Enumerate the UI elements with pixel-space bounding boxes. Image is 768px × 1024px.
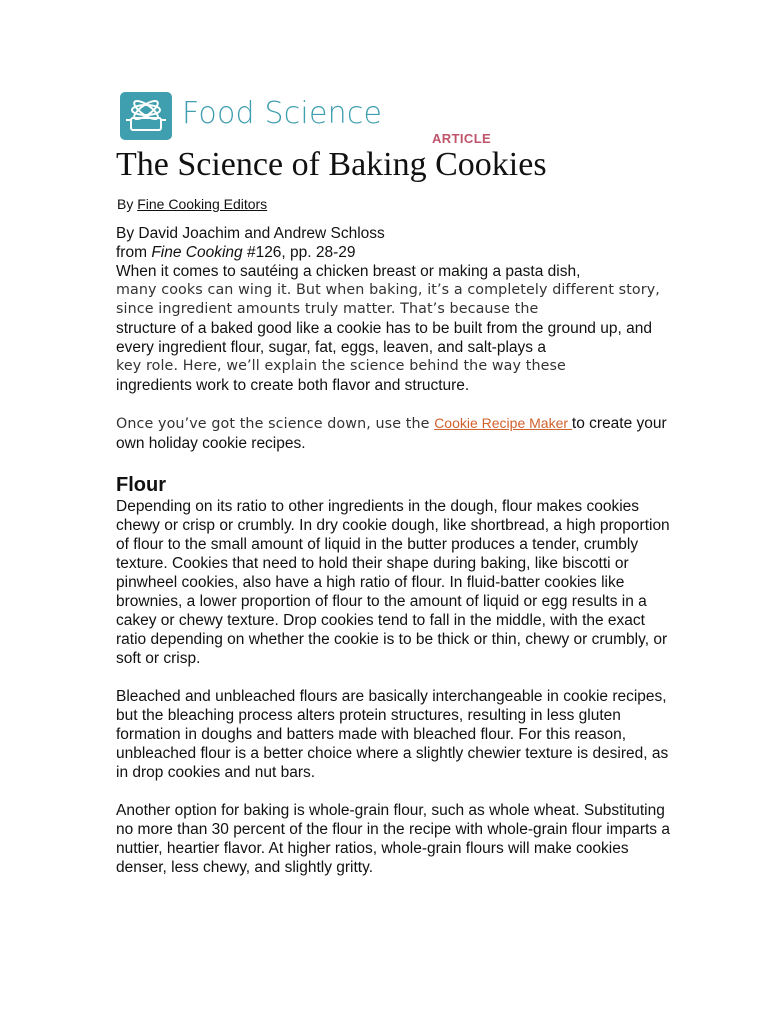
intro-line-5: ingredients work to create both flavor and structure.: [116, 377, 470, 394]
spacer: [116, 782, 676, 801]
cookie-recipe-maker-link[interactable]: Cookie Recipe Maker: [434, 415, 572, 431]
intro-line-2: many cooks can wing it. But when baking, it’s a completely different story, since ingredient amounts truly matter. That’s because the: [116, 282, 660, 317]
section-heading-flour: Flour: [116, 474, 166, 496]
category-label: ARTICLE: [432, 131, 492, 146]
page-title: The Science of Baking Cookies: [116, 146, 547, 183]
spacer: [116, 668, 676, 687]
logo-text: Food Science: [182, 95, 383, 131]
food-science-logo[interactable]: [120, 92, 382, 140]
intro-line-3: structure of a baked good like a cookie has to be built from the ground up, and every ingredient flour, sugar, fat, eggs, leaven, and salt-plays a: [116, 320, 652, 356]
source-line: [116, 243, 676, 262]
byline: [117, 196, 267, 212]
spacer: [116, 395, 676, 414]
authors: By David Joachim and Andrew Schloss: [116, 225, 385, 242]
intro-line-1: When it comes to sautéing a chicken breast or making a pasta dish,: [116, 263, 581, 280]
byline-prefix: By: [117, 196, 134, 212]
cta-paragraph: [116, 414, 676, 453]
source-prefix: from: [116, 244, 152, 261]
flour-paragraph-3: Another option for baking is whole-grain flour, such as whole wheat. Substituting no more than 30 percent of the flour in the recipe with whole-grain flour imparts a nuttier, heartier flavor. At higher ratios, whole-grain flours will make cookies denser, less chewy, and slightly gritty.: [116, 802, 670, 876]
intro-line-4: key role. Here, we’ll explain the science behind the way these: [116, 358, 566, 374]
cta-prefix: Once you’ve got the science down, use the: [116, 416, 435, 432]
spacer: [116, 453, 676, 471]
flour-paragraph-2: Bleached and unbleached flours are basically interchangeable in cookie recipes, but the bleaching process alters protein structures, resulting in less gluten formation in doughs and batters made with bleached flour. For this reason, unbleached flour is a better choice where a slightly chewier texture is desired, as in drop cookies and nut bars.: [116, 688, 669, 781]
editors-link[interactable]: Fine Cooking Editors: [137, 196, 268, 212]
article-body: [116, 224, 676, 877]
pot-atom-icon: [120, 92, 172, 140]
flour-paragraph-1: Depending on its ratio to other ingredients in the dough, flour makes cookies chewy or crisp or crumbly. In dry cookie dough, like shortbread, a high proportion of flour to the small amount of liquid in the butter produces a tender, crumbly texture. Cookies that need to hold their shape during baking, like biscotti or pinwheel cookies, also have a high ratio of flour. In fluid-batter cookies like brownies, a lower proportion of flour to the amount of liquid or egg results in a cakey or chewy texture. Drop cookies tend to fall in the middle, with the exact ratio depending on whether the cookie is to be thick or thin, chewy or crumbly, or soft or crisp.: [116, 498, 670, 667]
cta-suffix: to create your own holiday cookie recipes.: [116, 415, 667, 452]
source-publication: Fine Cooking: [151, 244, 243, 261]
source-issue: #126, pp. 28-29: [242, 244, 356, 261]
